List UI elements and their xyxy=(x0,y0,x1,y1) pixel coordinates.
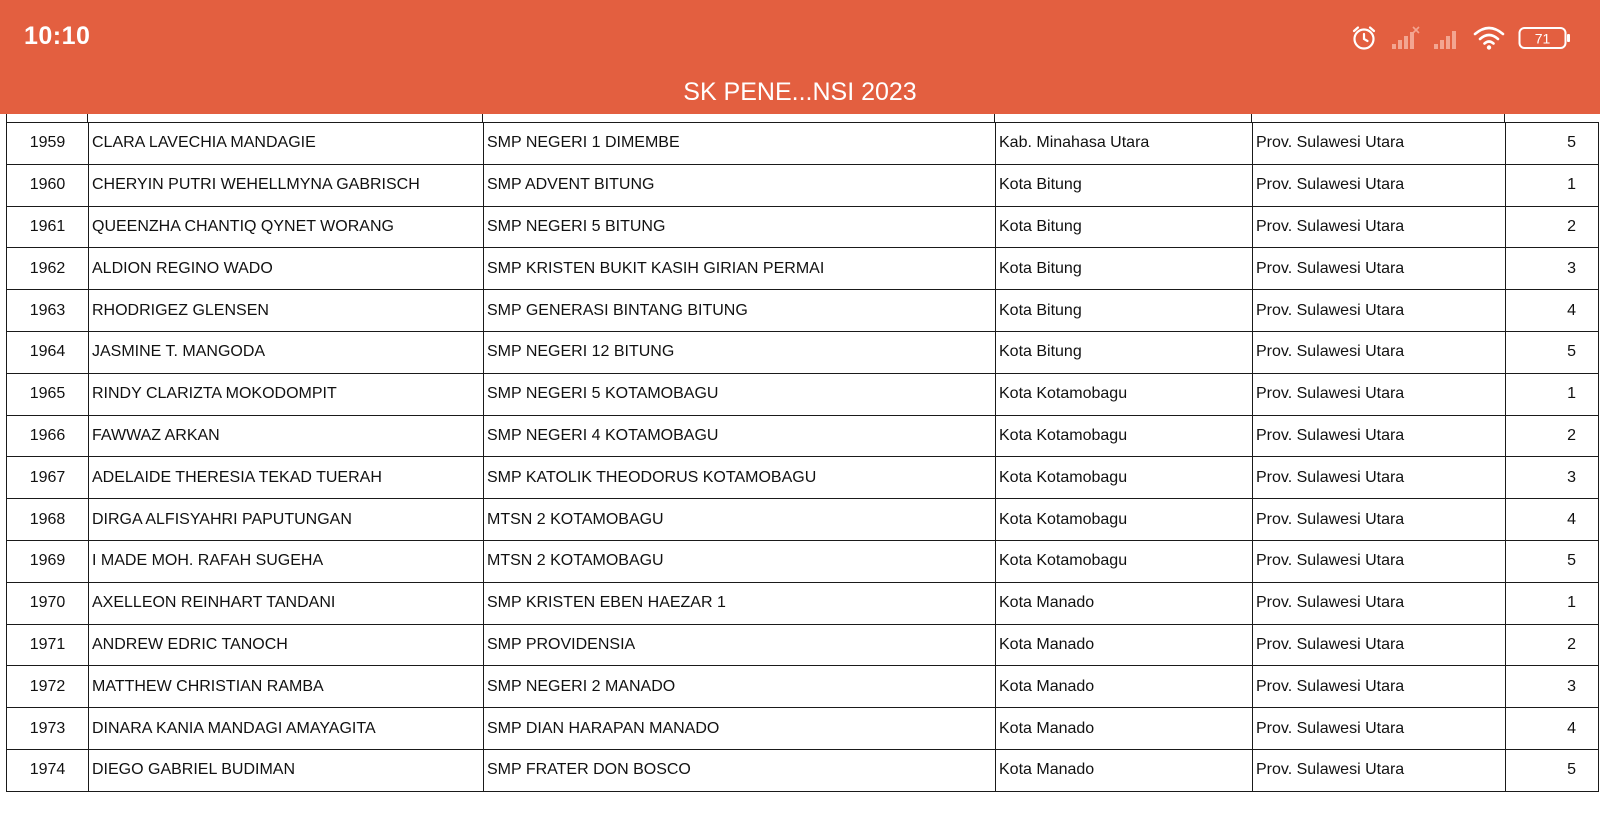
table-row xyxy=(7,164,1599,206)
table-row xyxy=(7,708,1599,750)
cell-kabupaten: Kota Bitung xyxy=(996,331,1253,373)
cell-kabupaten: Kota Manado xyxy=(996,708,1253,750)
cell-no: 1968 xyxy=(7,499,89,541)
cell-no: 1959 xyxy=(7,123,89,165)
signal-2-icon xyxy=(1432,25,1460,51)
cell-provinsi: Prov. Sulawesi Utara xyxy=(1253,666,1506,708)
cell-kabupaten: Kota Manado xyxy=(996,582,1253,624)
cell-provinsi: Prov. Sulawesi Utara xyxy=(1253,457,1506,499)
cell-school: SMP NEGERI 2 MANADO xyxy=(484,666,996,708)
cell-no: 1960 xyxy=(7,164,89,206)
cell-provinsi: Prov. Sulawesi Utara xyxy=(1253,248,1506,290)
cell-school: SMP PROVIDENSIA xyxy=(484,624,996,666)
cell-name: ADELAIDE THERESIA TEKAD TUERAH xyxy=(89,457,484,499)
table-row xyxy=(7,499,1599,541)
cell-school: SMP KRISTEN EBEN HAEZAR 1 xyxy=(484,582,996,624)
table-row xyxy=(7,248,1599,290)
table-row xyxy=(7,415,1599,457)
wifi-icon xyxy=(1472,24,1506,52)
cell-provinsi: Prov. Sulawesi Utara xyxy=(1253,582,1506,624)
table-row xyxy=(7,290,1599,332)
cell-provinsi: Prov. Sulawesi Utara xyxy=(1253,290,1506,332)
cell-kabupaten: Kota Manado xyxy=(996,749,1253,791)
results-table xyxy=(6,122,1599,792)
cell-no: 1972 xyxy=(7,666,89,708)
cell-rank: 2 xyxy=(1506,415,1599,457)
cell-name: DINARA KANIA MANDAGI AMAYAGITA xyxy=(89,708,484,750)
cell-rank: 5 xyxy=(1506,749,1599,791)
cell-provinsi: Prov. Sulawesi Utara xyxy=(1253,749,1506,791)
table-row xyxy=(7,206,1599,248)
cell-no: 1973 xyxy=(7,708,89,750)
cell-rank: 2 xyxy=(1506,206,1599,248)
cell-name: AXELLEON REINHART TANDANI xyxy=(89,582,484,624)
cell-rank: 5 xyxy=(1506,540,1599,582)
table-row xyxy=(7,540,1599,582)
table-row xyxy=(7,331,1599,373)
cell-provinsi: Prov. Sulawesi Utara xyxy=(1253,540,1506,582)
cell-rank: 5 xyxy=(1506,331,1599,373)
cell-provinsi: Prov. Sulawesi Utara xyxy=(1253,624,1506,666)
table-top-fragment xyxy=(6,114,1598,122)
table-row xyxy=(7,123,1599,165)
cell-school: SMP NEGERI 12 BITUNG xyxy=(484,331,996,373)
cell-no: 1969 xyxy=(7,540,89,582)
cell-name: I MADE MOH. RAFAH SUGEHA xyxy=(89,540,484,582)
table-row xyxy=(7,373,1599,415)
cell-kabupaten: Kota Kotamobagu xyxy=(996,457,1253,499)
cell-no: 1965 xyxy=(7,373,89,415)
cell-name: CHERYIN PUTRI WEHELLMYNA GABRISCH xyxy=(89,164,484,206)
table-row xyxy=(7,749,1599,791)
cell-kabupaten: Kota Kotamobagu xyxy=(996,415,1253,457)
alarm-icon xyxy=(1350,24,1378,52)
app-header xyxy=(0,0,1600,114)
cell-rank: 4 xyxy=(1506,290,1599,332)
status-time: 10:10 xyxy=(24,22,91,50)
cell-kabupaten: Kota Bitung xyxy=(996,164,1253,206)
cell-kabupaten: Kota Kotamobagu xyxy=(996,540,1253,582)
cell-name: RINDY CLARIZTA MOKODOMPIT xyxy=(89,373,484,415)
cell-school: SMP NEGERI 4 KOTAMOBAGU xyxy=(484,415,996,457)
cell-provinsi: Prov. Sulawesi Utara xyxy=(1253,164,1506,206)
battery-icon xyxy=(1518,25,1572,51)
cell-name: RHODRIGEZ GLENSEN xyxy=(89,290,484,332)
cell-school: SMP KRISTEN BUKIT KASIH GIRIAN PERMAI xyxy=(484,248,996,290)
cell-name: JASMINE T. MANGODA xyxy=(89,331,484,373)
cell-rank: 1 xyxy=(1506,582,1599,624)
table-row xyxy=(7,624,1599,666)
cell-kabupaten: Kota Manado xyxy=(996,624,1253,666)
cell-school: MTSN 2 KOTAMOBAGU xyxy=(484,499,996,541)
cell-provinsi: Prov. Sulawesi Utara xyxy=(1253,123,1506,165)
cell-no: 1967 xyxy=(7,457,89,499)
cell-school: SMP NEGERI 1 DIMEMBE xyxy=(484,123,996,165)
cell-school: SMP ADVENT BITUNG xyxy=(484,164,996,206)
cell-kabupaten: Kota Bitung xyxy=(996,248,1253,290)
cell-school: SMP NEGERI 5 KOTAMOBAGU xyxy=(484,373,996,415)
cell-name: FAWWAZ ARKAN xyxy=(89,415,484,457)
cell-rank: 5 xyxy=(1506,123,1599,165)
cell-no: 1961 xyxy=(7,206,89,248)
cell-school: SMP GENERASI BINTANG BITUNG xyxy=(484,290,996,332)
cell-rank: 4 xyxy=(1506,708,1599,750)
cell-name: DIRGA ALFISYAHRI PAPUTUNGAN xyxy=(89,499,484,541)
cell-provinsi: Prov. Sulawesi Utara xyxy=(1253,331,1506,373)
cell-no: 1970 xyxy=(7,582,89,624)
table-row xyxy=(7,582,1599,624)
cell-provinsi: Prov. Sulawesi Utara xyxy=(1253,415,1506,457)
cell-rank: 3 xyxy=(1506,248,1599,290)
cell-kabupaten: Kab. Minahasa Utara xyxy=(996,123,1253,165)
cell-no: 1971 xyxy=(7,624,89,666)
cell-provinsi: Prov. Sulawesi Utara xyxy=(1253,206,1506,248)
status-icons xyxy=(1350,22,1572,54)
cell-provinsi: Prov. Sulawesi Utara xyxy=(1253,499,1506,541)
cell-kabupaten: Kota Kotamobagu xyxy=(996,499,1253,541)
cell-school: SMP KATOLIK THEODORUS KOTAMOBAGU xyxy=(484,457,996,499)
cell-name: ANDREW EDRIC TANOCH xyxy=(89,624,484,666)
table-row xyxy=(7,666,1599,708)
cell-rank: 1 xyxy=(1506,164,1599,206)
cell-kabupaten: Kota Bitung xyxy=(996,290,1253,332)
cell-rank: 1 xyxy=(1506,373,1599,415)
cell-no: 1964 xyxy=(7,331,89,373)
cell-name: CLARA LAVECHIA MANDAGIE xyxy=(89,123,484,165)
cell-kabupaten: Kota Manado xyxy=(996,666,1253,708)
cell-rank: 3 xyxy=(1506,457,1599,499)
cell-school: MTSN 2 KOTAMOBAGU xyxy=(484,540,996,582)
cell-no: 1962 xyxy=(7,248,89,290)
cell-name: DIEGO GABRIEL BUDIMAN xyxy=(89,749,484,791)
cell-kabupaten: Kota Kotamobagu xyxy=(996,373,1253,415)
cell-kabupaten: Kota Bitung xyxy=(996,206,1253,248)
table-row xyxy=(7,457,1599,499)
cell-rank: 4 xyxy=(1506,499,1599,541)
cell-rank: 3 xyxy=(1506,666,1599,708)
cell-name: QUEENZHA CHANTIQ QYNET WORANG xyxy=(89,206,484,248)
page-title: SK PENE...NSI 2023 xyxy=(683,78,917,106)
battery-level: 71 xyxy=(1534,30,1551,47)
cell-name: ALDION REGINO WADO xyxy=(89,248,484,290)
cell-provinsi: Prov. Sulawesi Utara xyxy=(1253,373,1506,415)
cell-school: SMP NEGERI 5 BITUNG xyxy=(484,206,996,248)
cell-rank: 2 xyxy=(1506,624,1599,666)
cell-school: SMP DIAN HARAPAN MANADO xyxy=(484,708,996,750)
cell-provinsi: Prov. Sulawesi Utara xyxy=(1253,708,1506,750)
cell-no: 1974 xyxy=(7,749,89,791)
document-viewer[interactable] xyxy=(0,114,1600,818)
signal-1-icon xyxy=(1390,25,1420,51)
cell-name: MATTHEW CHRISTIAN RAMBA xyxy=(89,666,484,708)
cell-no: 1966 xyxy=(7,415,89,457)
cell-school: SMP FRATER DON BOSCO xyxy=(484,749,996,791)
cell-no: 1963 xyxy=(7,290,89,332)
